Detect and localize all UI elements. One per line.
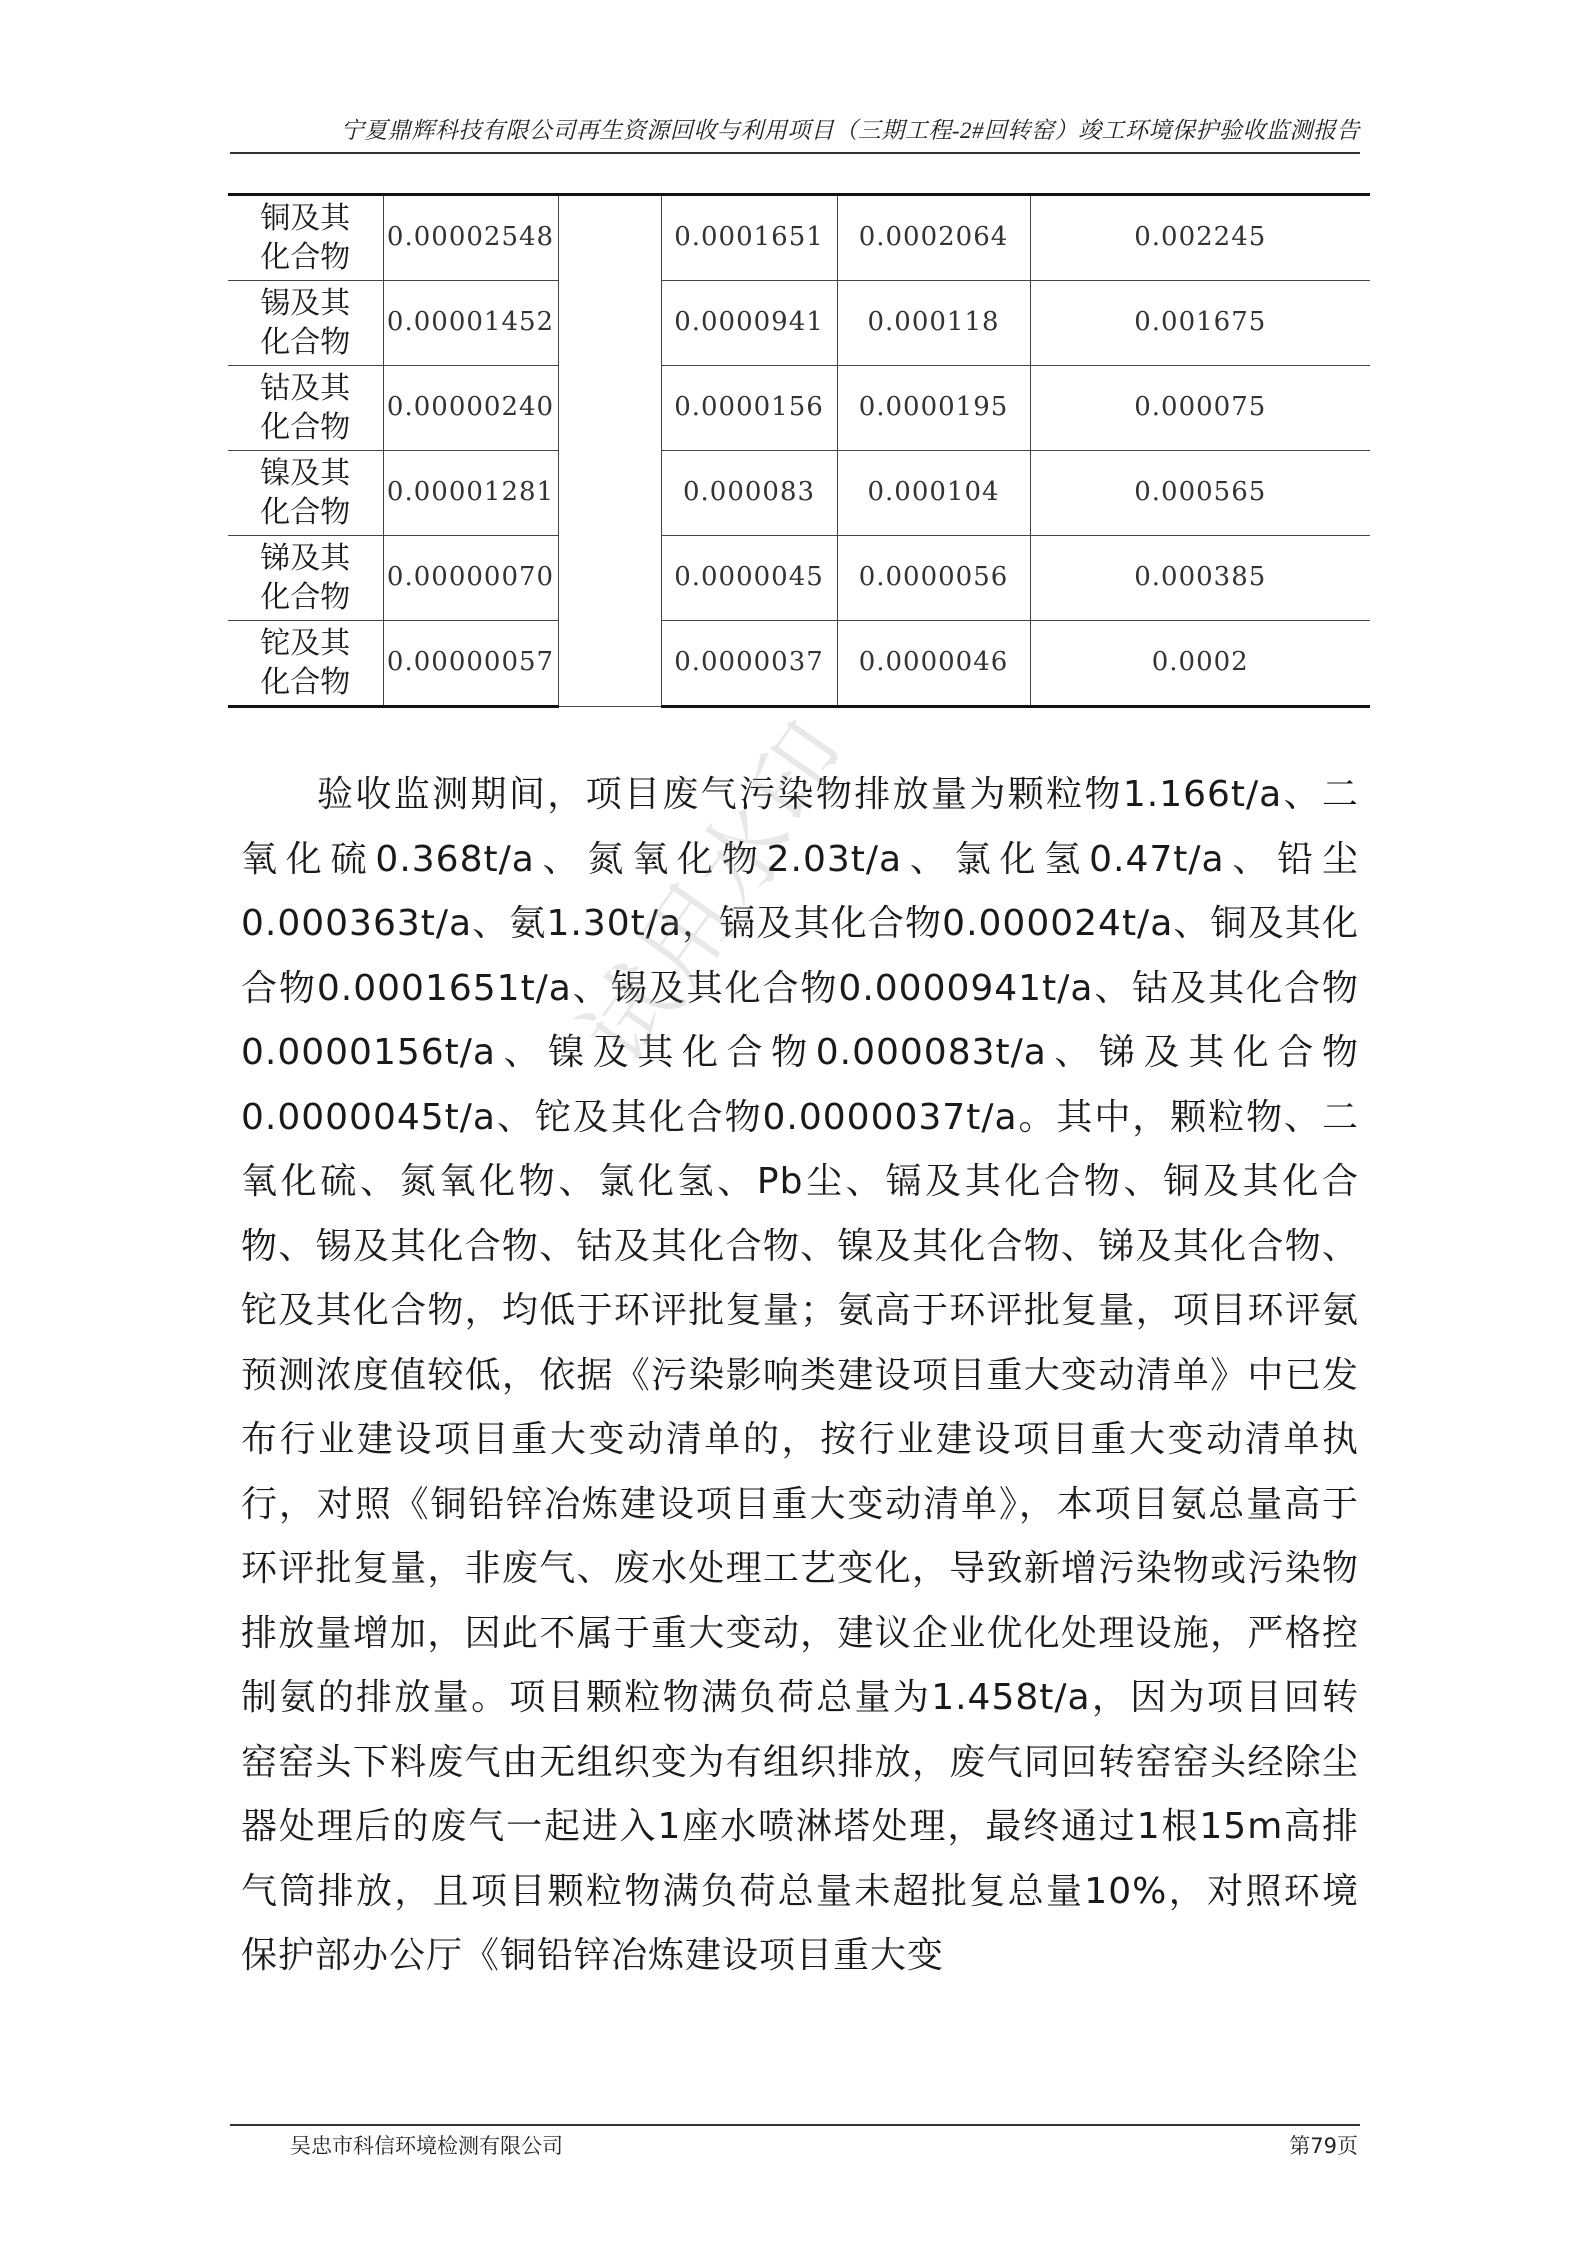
pollutant-name: 铜及其化合物 xyxy=(228,195,383,281)
pollutant-name: 锡及其化合物 xyxy=(228,281,383,366)
table-row xyxy=(228,195,1370,281)
header-divider xyxy=(230,152,1360,154)
value-cell: 0.00000070 xyxy=(383,536,558,621)
value-cell: 0.0000045 xyxy=(661,536,837,621)
value-cell: 0.0002 xyxy=(1030,621,1370,707)
table-row xyxy=(228,281,1370,366)
pollutant-name: 镍及其化合物 xyxy=(228,451,383,536)
footer-divider xyxy=(230,2124,1360,2126)
value-cell: 0.000565 xyxy=(1030,451,1370,536)
value-cell: 0.00000057 xyxy=(383,621,558,707)
pollutant-name: 钴及其化合物 xyxy=(228,366,383,451)
value-cell: 0.0000056 xyxy=(837,536,1030,621)
value-cell: 0.00002548 xyxy=(383,195,558,281)
trial-watermark: 试用水印 xyxy=(561,700,874,1083)
value-cell: 0.000075 xyxy=(1030,366,1370,451)
value-cell: 0.000118 xyxy=(837,281,1030,366)
value-cell: 0.0000156 xyxy=(661,366,837,451)
value-cell: 0.001675 xyxy=(1030,281,1370,366)
value-cell: 0.0002064 xyxy=(837,195,1030,281)
emission-table xyxy=(228,193,1370,708)
value-cell: 0.0000195 xyxy=(837,366,1030,451)
page-number: 第79页 xyxy=(1289,2134,1358,2158)
merged-empty-cell xyxy=(558,195,661,707)
value-cell: 0.0000037 xyxy=(661,621,837,707)
value-cell: 0.0000941 xyxy=(661,281,837,366)
value-cell: 0.0001651 xyxy=(661,195,837,281)
value-cell: 0.00001281 xyxy=(383,451,558,536)
pollutant-name: 铊及其化合物 xyxy=(228,621,383,707)
table-row xyxy=(228,621,1370,707)
table-row xyxy=(228,451,1370,536)
page-header-title: 宁夏鼎辉科技有限公司再生资源回收与利用项目（三期工程-2#回转窑）竣工环境保护验收监测报告 xyxy=(340,118,1360,143)
value-cell: 0.002245 xyxy=(1030,195,1370,281)
value-cell: 0.0000046 xyxy=(837,621,1030,707)
value-cell: 0.00000240 xyxy=(383,366,558,451)
table-row xyxy=(228,366,1370,451)
footer-company: 吴忠市科信环境检测有限公司 xyxy=(290,2134,563,2158)
value-cell: 0.000385 xyxy=(1030,536,1370,621)
value-cell: 0.000083 xyxy=(661,451,837,536)
pollutant-name: 锑及其化合物 xyxy=(228,536,383,621)
value-cell: 0.000104 xyxy=(837,451,1030,536)
body-paragraph: 验收监测期间，项目废气污染物排放量为颗粒物1.166t/a、二氧化硫0.368t/a、氮氧化物2.03t/a、氯化氢0.47t/a、铅尘0.000363t/a、氨1.30t/a，镉及其化合物0.000024t/a、铜及其化合物0.0001651t/a、锡及其化合物0.0000941t/a、钴及其化合物0.0000156t/a、镍及其化合物0.000083t/a、锑及其化合物0.0000045t/a、铊及其化合物0.0000037t/a。其中，颗粒物、二氧化硫、氮氧化物、氯化氢、Pb尘、镉及其化合物、铜及其化合物、锡及其化合物、钴及其化合物、镍及其化合物、锑及其化合物、铊及其化合物，均低于环评批复量；氨高于环评批复量，项目环评氨预测浓度值较低，依据《污染影响类建设项目重大变动清单》中已发布行业建设项目重大变动清单的，按行业建设项目重大变动清单执行，对照《铜铅锌冶炼建设项目重大变动清单》，本项目氨总量高于环评批复量，非废气、废水处理工艺变化，导致新增污染物或污染物排放量增加，因此不属于重大变动，建议企业优化处理设施，严格控制氨的排放量。项目颗粒物满负荷总量为1.458t/a，因为项目回转窑窑头下料废气由无组织变为有组织排放，废气同回转窑窑头经除尘器处理后的废气一起进入1座水喷淋塔处理，最终通过1根15m高排气筒排放，且项目颗粒物满负荷总量未超批复总量10%，对照环境保护部办公厅《铜铅锌冶炼建设项目重大变 xyxy=(241,774,1359,1976)
table-row xyxy=(228,536,1370,621)
value-cell: 0.00001452 xyxy=(383,281,558,366)
